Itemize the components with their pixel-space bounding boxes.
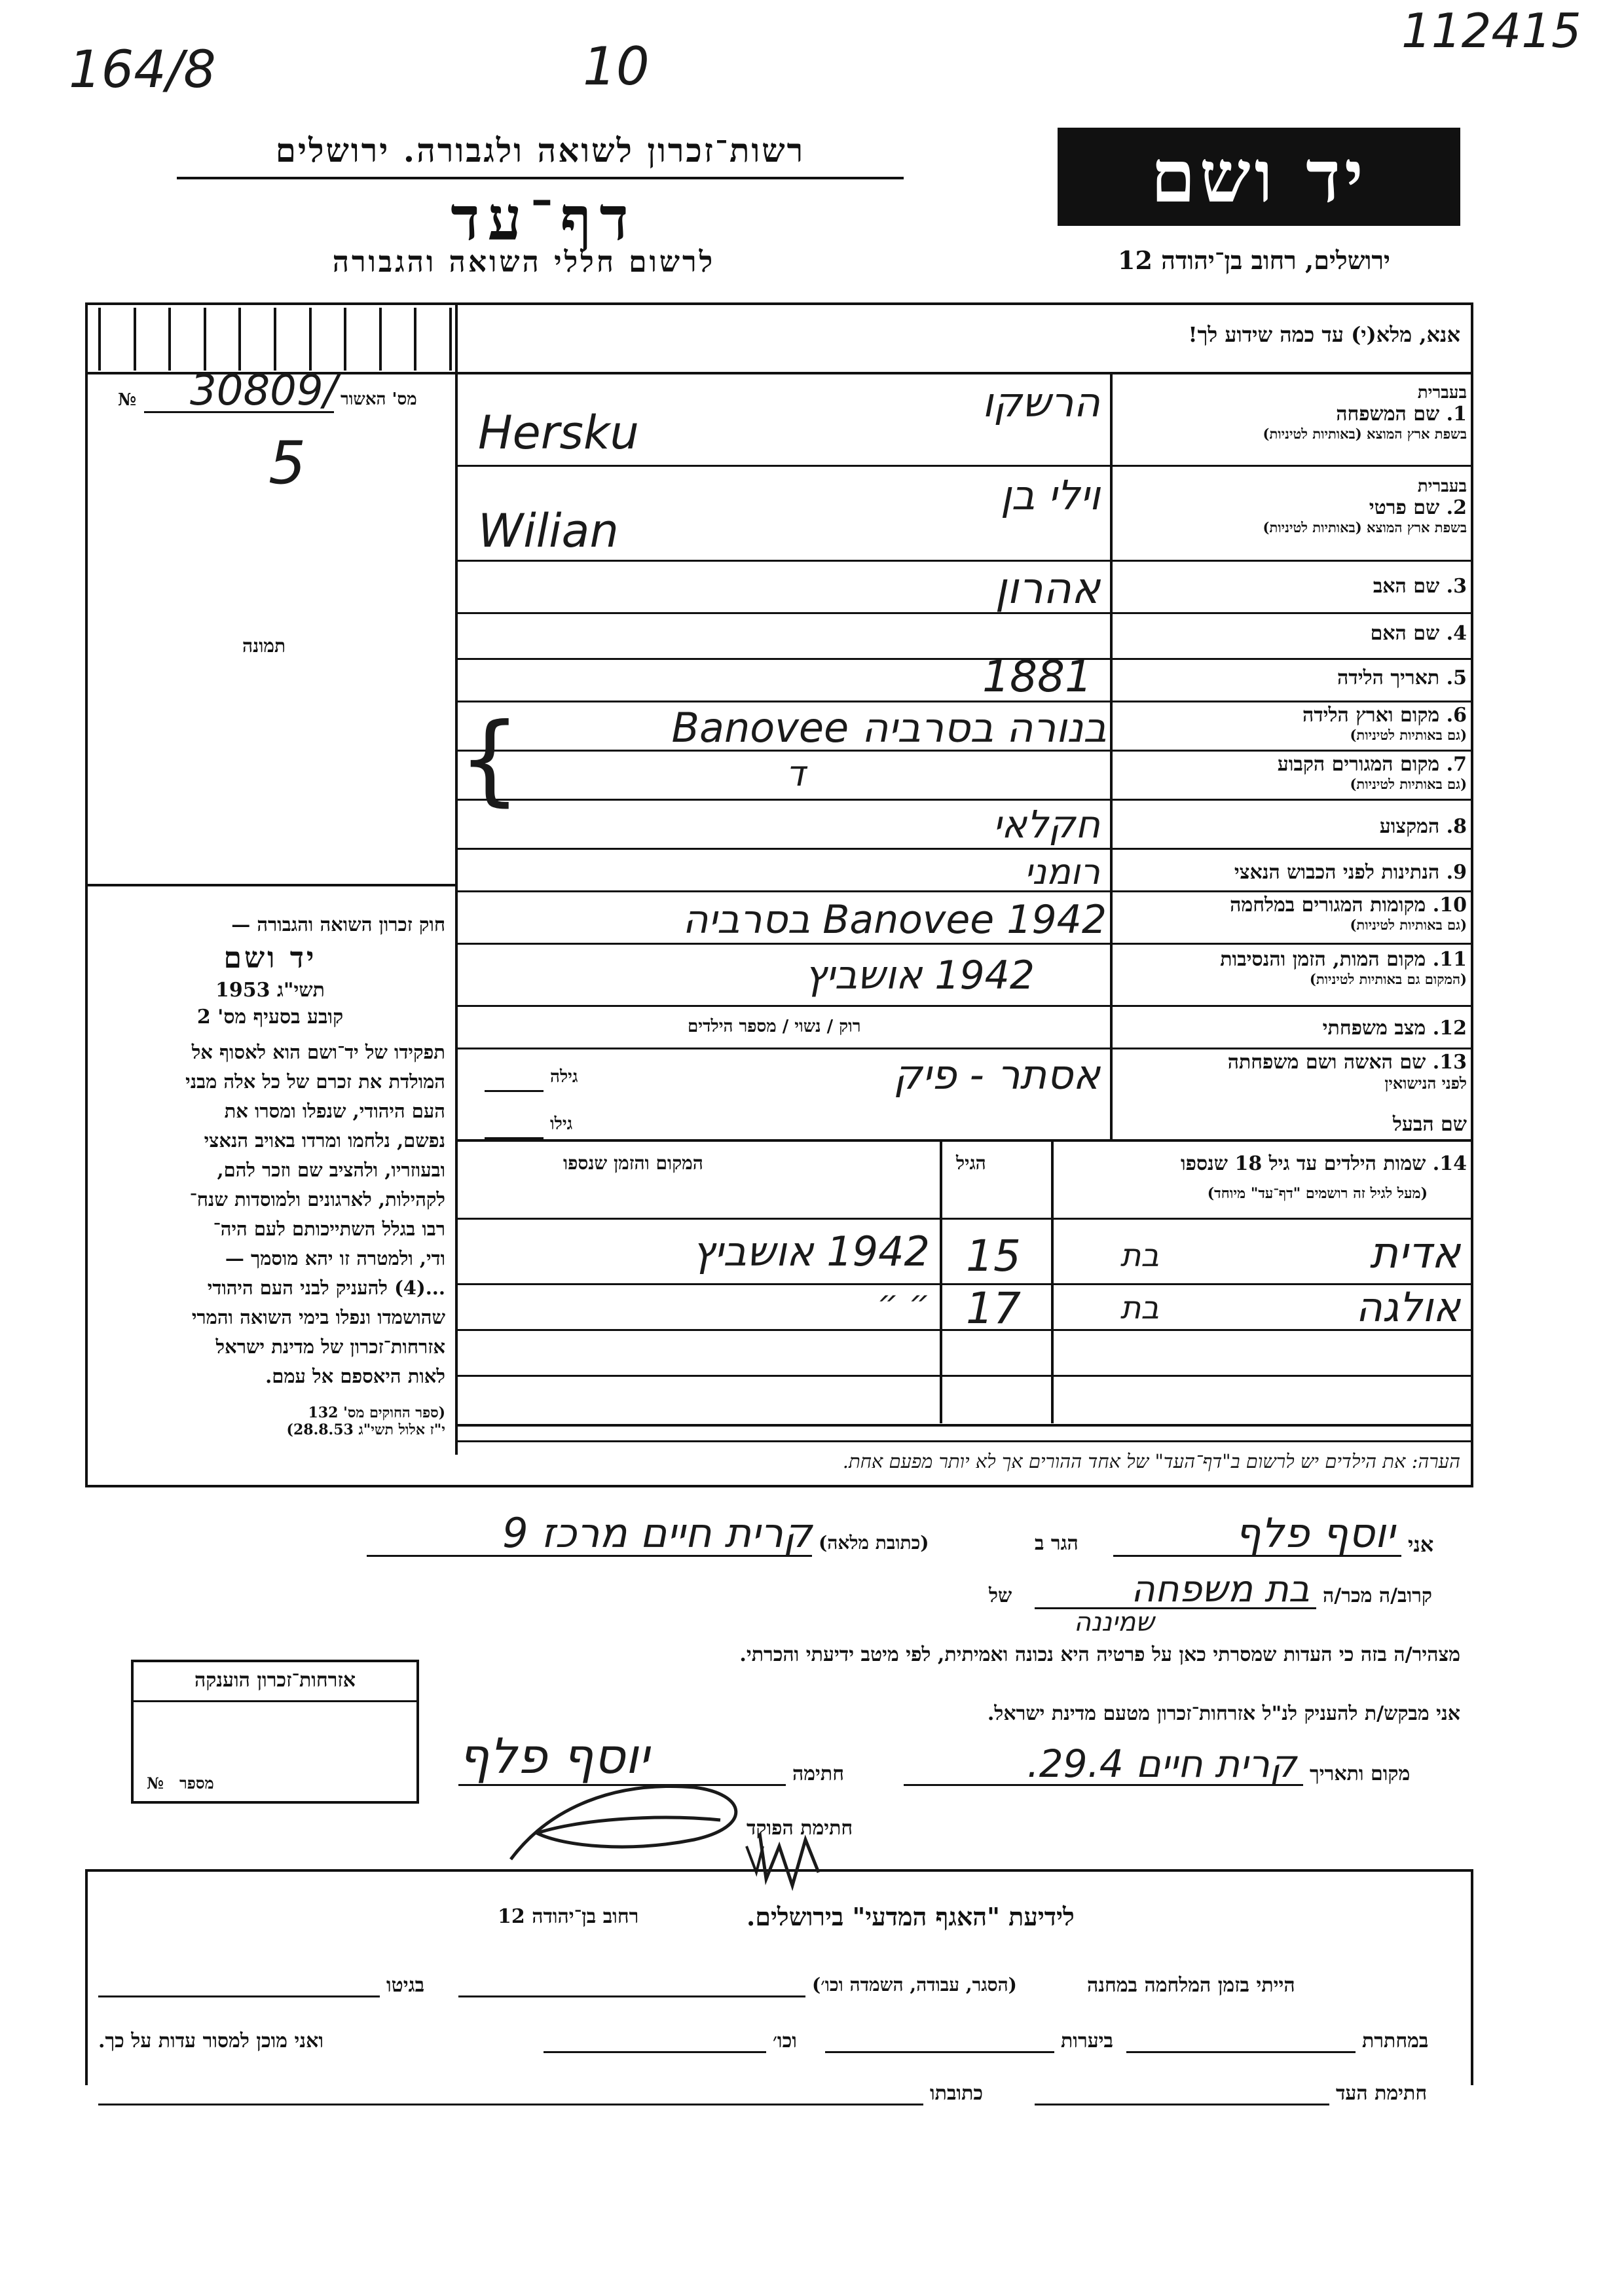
field-8-value: חקלאי — [993, 802, 1100, 847]
law-body — [95, 1038, 445, 1391]
row-rule — [458, 701, 1473, 702]
field-9-num: 9. — [1446, 861, 1467, 884]
field-2-value-hebrew: וילי בן — [1000, 471, 1100, 519]
field-2-hint-top: בעברית — [1417, 477, 1467, 496]
citizenship-number-label: מספר — [179, 1774, 214, 1793]
children-rule — [458, 1218, 1473, 1220]
field-9-text: הנתינות לפני הכבוש הנאצי — [1234, 861, 1440, 884]
field-8-text: המקצוע — [1379, 815, 1440, 838]
footer-line1-hint: (הסגר, עבודה, השמדה וכו׳) — [812, 1974, 1017, 1995]
citizenship-box-title: אזרחות־זכרון הוענקה — [194, 1669, 356, 1692]
field-3-label — [1120, 575, 1467, 598]
footer-address: רחוב בן־יהודה 12 — [498, 1905, 639, 1928]
children-rule — [458, 1424, 1473, 1427]
field-1-label — [1120, 383, 1467, 443]
children-col-divider — [1051, 1142, 1054, 1423]
field-7-text: מקום המגורים הקבוע — [1277, 753, 1440, 776]
law-footnote: י"ז אלול תשי"ג 28.8.53) — [286, 1421, 445, 1438]
field-13-num: 13. — [1432, 1051, 1467, 1074]
field-13-text: שם האשה ושם משפחתה — [1227, 1051, 1426, 1074]
handwritten-record-number: 112415 — [1401, 3, 1581, 58]
header-address: ירושלים, רחוב בן־יהודה 12 — [1118, 246, 1390, 275]
field-11-label — [1120, 948, 1467, 988]
field-5-label — [1120, 666, 1467, 689]
husband-age-label: גילו — [550, 1114, 573, 1134]
resident-label: הגר ב — [1035, 1532, 1079, 1555]
row-rule — [458, 1139, 1473, 1142]
law-body-line: ובעוזריו, ולהציב שם וזכר להם, — [217, 1159, 445, 1181]
row-rule — [458, 560, 1473, 562]
row-rule — [458, 799, 1473, 801]
field-13-value: אסתר - פיק — [893, 1051, 1100, 1099]
field-10-hint: (גם באותיות לטיניות) — [1350, 917, 1467, 933]
field-2-text: שם פרטי — [1369, 496, 1440, 519]
citizenship-box — [131, 1660, 419, 1804]
field-7-hint: (גם באותיות לטיניות) — [1350, 776, 1467, 792]
footer-fill-line — [98, 1995, 380, 1997]
header-rule — [177, 177, 904, 179]
field-7-label — [1120, 753, 1467, 793]
officer-signature-label: חתימת הפוקד — [747, 1817, 853, 1840]
child-2-age: 17 — [966, 1283, 1021, 1334]
field-2-num: 2. — [1446, 496, 1467, 519]
footer-line2-d: ואני מוכן למסור עדות על כך. — [98, 2030, 324, 2052]
children-note: הערה: את הילדים יש לרשום ב"דף־העד" של אחד ההורים אך לא יותר מפעם אחת. — [842, 1450, 1460, 1472]
footer-line2-c: וכו׳ — [773, 2030, 797, 2052]
row-rule — [458, 1005, 1473, 1007]
age-line — [485, 1090, 544, 1092]
field-1-hint: בשפת ארץ המוצא (באותיות לטיניות) — [1263, 426, 1467, 442]
law-clause: קובע בסעיף מס' 2 — [196, 1006, 344, 1029]
child-1-age: 15 — [966, 1231, 1021, 1281]
row-rule — [458, 943, 1473, 945]
note-rule — [458, 1440, 1473, 1442]
permit-number-value-2: 5 — [268, 429, 306, 498]
field-4-num: 4. — [1446, 622, 1467, 645]
children-age-col: הגיל — [956, 1152, 986, 1174]
footer-line3-a: חתימת העד — [1336, 2082, 1428, 2105]
intro-text: אנא, מלא(י) עד כמה שידוע לך! — [1188, 322, 1460, 347]
tick-boxes — [98, 308, 452, 371]
bracket-mark: { — [458, 702, 521, 816]
field-12-label — [1120, 1017, 1467, 1040]
permit-no-sign: № — [118, 390, 137, 410]
field-10-title — [1120, 894, 1467, 917]
field-12-text: מצב משפחתי — [1322, 1017, 1426, 1040]
field-6-hint: (גם באותיות לטיניות) — [1350, 727, 1467, 743]
field-2-label — [1120, 477, 1467, 536]
footer-line2-a: במחתרת — [1362, 2030, 1429, 2052]
field-6-value: בנורה בסרביה Banovee — [671, 704, 1107, 752]
field-9-label — [1120, 861, 1467, 884]
footer-fill-line — [825, 2051, 1054, 2053]
husband-label: שם הבעל — [1392, 1113, 1467, 1136]
field-4-text: שם האם — [1370, 622, 1440, 645]
field-7-title — [1120, 753, 1467, 776]
children-rule — [458, 1375, 1473, 1377]
field-1-title — [1120, 403, 1467, 426]
field-5-num: 5. — [1446, 666, 1467, 689]
law-body-line: ...(4) להעניק לבני העם היהודי — [207, 1277, 445, 1299]
field-10-num: 10. — [1432, 894, 1467, 917]
footer-fill-line — [1035, 2104, 1329, 2105]
law-body-line: נפשם, נלחמו ומרדו באויב הנאצי — [204, 1129, 445, 1152]
field-11-text: מקום המות, הזמן והנסיבות — [1220, 948, 1426, 971]
child-1-place: 1942 אושביץ — [692, 1228, 930, 1275]
relative-value-2: שמיננה — [1074, 1607, 1154, 1637]
children-place-col: המקום והזמן שנספו — [563, 1152, 703, 1174]
field-2-title — [1120, 496, 1467, 519]
footer-fill-line — [98, 2104, 923, 2105]
footer-heading: לידיעת "האגף המדעי" בירושלים. — [747, 1902, 1075, 1931]
footer-line3-b: כתובתו — [930, 2082, 984, 2105]
age-line — [485, 1137, 544, 1139]
law-body-line: ודי, ולמטרה זו יהא מוסמך — — [225, 1247, 445, 1269]
child-2-place: ״ ״ — [877, 1283, 930, 1321]
field-7-num: 7. — [1446, 753, 1467, 776]
left-panel-divider — [455, 302, 458, 1455]
field-13-age-label: גילה — [550, 1067, 578, 1087]
children-header-hint: (מעל לגיל זה רושמים "דף־עד" מיוחד) — [1207, 1185, 1428, 1202]
children-header-label: 14. שמות הילדים עד גיל 18 שנספו — [1180, 1152, 1467, 1175]
field-10-value: Banovee 1942 בסרביה — [682, 897, 1107, 943]
law-body-line: לאות היאספם אל עמם. — [265, 1365, 445, 1387]
address-value: קרית חיים מרכז 9 — [502, 1509, 812, 1557]
label-column-divider — [1110, 374, 1113, 1140]
law-body-line: לקהילות, לארגונים ולמוסדות שנח־ — [189, 1188, 445, 1211]
row-rule — [458, 658, 1473, 660]
row-rule — [458, 848, 1473, 850]
relative-label: קרוב/ה מכר/ה — [1323, 1584, 1432, 1607]
field-3-value: אהרון — [995, 563, 1100, 613]
permit-number-value: 30809/ — [190, 367, 338, 415]
org-line: רשות־זכרון לשואה ולגבורה. ירושלים — [275, 131, 805, 170]
field-10-label — [1120, 894, 1467, 934]
child-1-name: אדית — [1369, 1228, 1460, 1278]
field-3-text: שם האב — [1373, 575, 1440, 598]
declarant-label: אני — [1408, 1532, 1434, 1557]
field-10-text: מקומות המגורים במלחמה — [1230, 894, 1426, 917]
field-13-label — [1120, 1051, 1467, 1093]
field-5-value: 1881 — [982, 651, 1092, 702]
field-4-label — [1120, 622, 1467, 645]
law-panel-rule — [85, 884, 455, 886]
field-6-title — [1120, 704, 1467, 727]
form-subtitle: לרשום חללי השואה והגבורה — [332, 246, 716, 279]
address-hint: (כתובת מלאה) — [819, 1532, 929, 1554]
relative-value: בת משפחה — [1131, 1568, 1310, 1611]
law-body-line: שהושמדו ונפלו בימי השואה והמרי — [191, 1306, 445, 1328]
row-rule — [458, 1048, 1473, 1049]
field-6-text: מקום וארץ הלידה — [1302, 704, 1440, 727]
form-title: דף־עד — [451, 183, 637, 254]
field-2-hint: בשפת ארץ המוצא (באותיות לטיניות) — [1263, 519, 1467, 536]
field-1-text: שם המשפחה — [1336, 403, 1440, 426]
photo-label: תמונה — [242, 635, 286, 657]
law-body-line: המולדת את זכרם של כל אלה מבני — [185, 1070, 445, 1093]
permit-label: מס' האשור — [341, 390, 417, 409]
declaration-request: אני מבקש/ת להעניק לנ"ל אזרחות־זכרון מטעם מדינת ישראל. — [987, 1702, 1460, 1725]
declarant-name: יוסף פלף — [1235, 1509, 1395, 1557]
child-2-relation: בת — [1120, 1290, 1159, 1326]
field-13-hint: לפני הנישואין — [1384, 1074, 1467, 1093]
footer-fill-line — [1126, 2051, 1356, 2053]
law-body-line: תפקידו של יד־ושם הוא לאסוף אל — [191, 1041, 445, 1063]
field-3-num: 3. — [1446, 575, 1467, 598]
footer-fill-line — [544, 2051, 766, 2053]
law-year: תשי"ג 1953 — [215, 979, 325, 1002]
footer-scribble — [747, 1820, 832, 1905]
citizenship-box-rule — [134, 1700, 416, 1702]
children-col-divider — [940, 1142, 942, 1423]
footer-line2-b: ביערות — [1061, 2030, 1114, 2052]
field-11-value: 1942 אושביץ — [804, 953, 1035, 998]
row-rule — [458, 465, 1473, 467]
law-body-line: העם היהודי, שנפלו ומסרו את — [224, 1100, 445, 1122]
place-date-label: מקום ותאריך — [1310, 1762, 1411, 1785]
footer-fill-line — [458, 1995, 805, 1997]
logo-text: יד ושם — [1151, 134, 1367, 219]
footer-line1-a: הייתי בזמן המלחמה במחנה — [1087, 1974, 1295, 1997]
field-6-label — [1120, 704, 1467, 744]
field-6-num: 6. — [1446, 704, 1467, 727]
of-label: של — [989, 1584, 1012, 1607]
footer-line1-b: בגיטו — [386, 1974, 425, 1997]
handwritten-file-note: 164/8 — [69, 41, 216, 100]
law-body-line: רבו בגלל השתייכותם לעם היה־ — [213, 1218, 445, 1240]
field-7-value: ד — [786, 753, 805, 794]
field-12-num: 12. — [1432, 1017, 1467, 1040]
field-13-title — [1120, 1051, 1467, 1074]
child-2-name: אולגה — [1356, 1283, 1460, 1331]
field-1-value-latin: Hersku — [478, 406, 639, 460]
law-heading: חוק זכרון השואה והגבורה — — [231, 913, 445, 936]
officer-signature-scribble — [498, 1768, 773, 1879]
field-9-value: רומני — [1024, 851, 1100, 892]
field-1-num: 1. — [1446, 403, 1467, 426]
law-body-line: אזרחות־זכרון של מדינת ישראל — [215, 1336, 445, 1358]
signature-value: יוסף פלף — [458, 1728, 650, 1785]
field-8-label — [1120, 815, 1467, 838]
law-name: יד ושם — [223, 941, 317, 975]
field-11-num: 11. — [1432, 948, 1467, 971]
field-2-value-latin: Wilian — [478, 504, 619, 558]
field-5-text: תאריך הלידה — [1337, 666, 1440, 689]
law-panel — [95, 913, 445, 1438]
field-8-num: 8. — [1446, 815, 1467, 838]
handwritten-page-number: 10 — [583, 36, 650, 97]
law-footnote: (ספר החוקים מס' 132 — [308, 1404, 445, 1421]
field-11-title — [1120, 948, 1467, 971]
yad-vashem-logo — [1058, 128, 1460, 226]
child-1-relation: בת — [1120, 1237, 1159, 1274]
signature-label: חתימה — [792, 1762, 844, 1785]
field-11-hint: (המקום גם באותיות לטיניות) — [1309, 971, 1467, 987]
field-1-hint-top: בעברית — [1417, 383, 1467, 403]
citizenship-no-sign: № — [147, 1774, 164, 1793]
place-date-value: קרית חיים 29.4. — [1027, 1741, 1297, 1786]
declaration-statement: מצהיר/ה בזה כי העדות שמסרתי כאן על פרטיה היא נכונה ואמיתית, לפי מיטב ידיעתי והכרתי. — [739, 1643, 1460, 1666]
field-1-value-hebrew: הרשקו — [982, 378, 1100, 426]
field-12-options: רוק / נשוי / מספר הילדים — [688, 1017, 861, 1036]
